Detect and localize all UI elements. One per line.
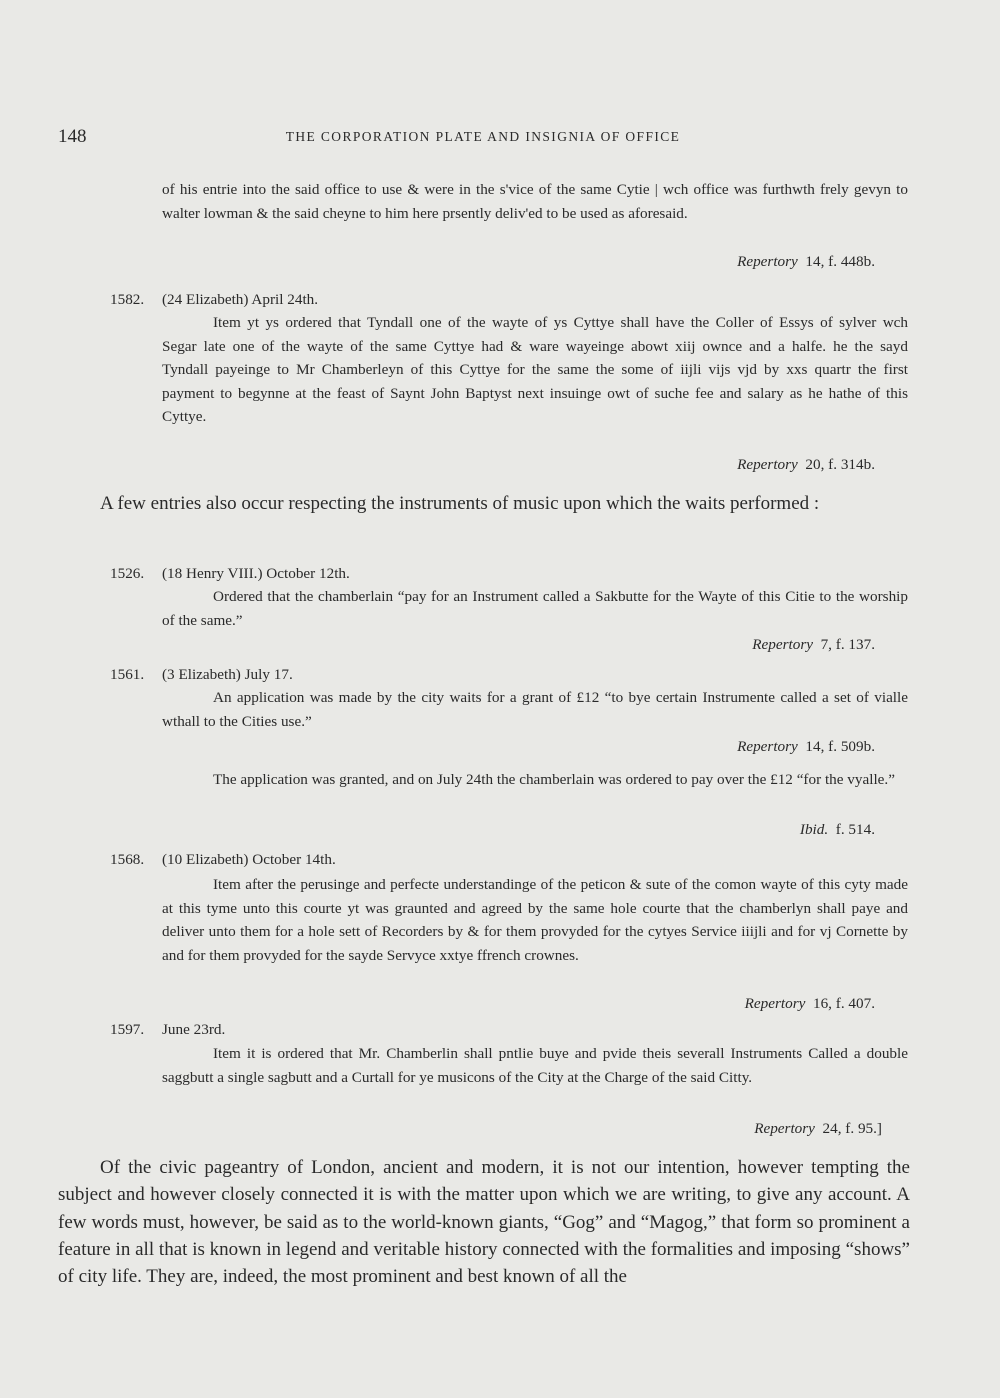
entry-1597-reference [600,1117,882,1141]
entry-date: 1568. [110,851,145,868]
entry-text: Item after the perusinge and perfecte understandinge of the peticon & sute of the comon wayte of this cyty made at this tyme unto this courte yt was graunted and agreed by the same hole courte that the chamberlyn shall paye and deliver unto them for a hole sett of Recorders by & for them provyded for the cytyes Service iiijli and for vj Cornette by and for them provyded for the sayde Servyce xxtye ffrench crownes. [162,876,908,964]
entry-text: Item yt ys ordered that Tyndall one of the wayte of ys Cyttye shall have the Coller of Essys of sylver wch Segar late one of the wayte of the same Cyttye had & ware wayeinge abowt xiij ownce and a halfe. he the sayd Tyndall payeinge to Mr Chamberleyn of this Cyttye for the same the some of iijli vijs vjd by xxs quartr the first payment to begynne at the feast of Saynt John Baptyst next insuinge owt of suche fee and salary as he hathe of this Cyttye. [162,314,908,425]
entry-date: 1561. [110,666,145,683]
entry-text: Item it is ordered that Mr. Chamberlin shall pntlie buye and pvide theis severall Instruments Called a double saggbutt a single sagbutt and a Curtall for ye musicons of the City at the Charge of the said Citty. [162,1045,908,1086]
entry-1582-reference [600,453,875,477]
closing-paragraph [58,1154,910,1290]
continuation-entry [162,178,908,225]
entry-1568 [162,873,908,967]
entry-1597-dateline [110,1018,225,1042]
entry-1582-dateline [110,288,318,312]
entry-1597 [162,1042,908,1089]
reference-location: f. 514. [835,821,875,838]
reference-title: Repertory [737,738,798,755]
continuation-text: of his entrie into the said office to use & were in the s'vice of the same Cytie | wch office was furthwth frely gevyn to walter lowman & the said cheyne to him here prsently deliv'ed to be used as aforesaid. [162,181,908,222]
entry-heading: June 23rd. [162,1021,226,1038]
entry-1526-dateline [110,562,350,586]
reference-title: Repertory [737,456,798,473]
entry-1568-dateline [110,848,336,872]
entry-1561-reference [600,735,875,759]
entry-date: 1597. [110,1021,145,1038]
reference-title: Ibid. [799,821,829,838]
reference-location: 14, f. 509b. [805,738,875,755]
entry-heading: (24 Elizabeth) April 24th. [162,291,319,308]
entry-text: An application was made by the city waits for a grant of £12 “to bye certain Instrumente called a set of vialle wthall to the Cities use.” [162,689,908,730]
intro-paragraph [58,490,910,517]
reference-location: 20, f. 314b. [805,456,875,473]
entry-1582 [162,311,908,429]
reference-title: Repertory [744,995,806,1012]
reference-title: Repertory [754,1120,815,1137]
reference-title: Repertory [737,253,798,270]
entry-heading: (3 Elizabeth) July 17. [162,666,293,683]
entry-1561-followup [162,768,908,792]
entry-1561 [162,686,908,733]
reference-location: 24, f. 95.] [822,1120,882,1137]
continuation-reference [600,250,875,274]
entry-1526 [162,585,908,632]
page-header [58,126,908,148]
entry-date: 1582. [110,291,145,308]
closing-text: Of the civic pageantry of London, ancient and modern, it is not our intention, however tempting the subject and however closely connected it is with the matter upon which we are writing, to give any account. A few words must, however, be said as to the world-known giants, “Gog” and “Magog,” that form so prominent a feature in all that is known in legend and veritable history connected with the formalities and imposing “shows” of city life. They are, indeed, the most prominent and best known of all the [58,1157,910,1288]
entry-1526-reference [600,633,875,657]
page-number: 148 [58,126,87,147]
running-title: THE CORPORATION PLATE AND INSIGNIA OF OFFICE [285,129,681,144]
entry-heading: (10 Elizabeth) October 14th. [162,851,336,868]
reference-location: 16, f. 407. [812,995,875,1012]
entry-1561-ibid-reference [600,818,875,842]
entry-text: Ordered that the chamberlain “pay for an Instrument called a Sakbutte for the Wayte of this Citie to the worship of the same.” [162,588,908,629]
intro-text: A few entries also occur respecting the instruments of music upon which the waits performed : [100,493,820,514]
entry-heading: (18 Henry VIII.) October 12th. [162,565,350,582]
entry-date: 1526. [110,565,145,582]
entry-text: The application was granted, and on July 24th the chamberlain was ordered to pay over the £12 “for the vyalle.” [213,771,895,788]
reference-title: Repertory [752,636,813,653]
entry-1568-reference [600,992,875,1016]
reference-location: 14, f. 448b. [805,253,875,270]
reference-location: 7, f. 137. [820,636,875,653]
entry-1561-dateline [110,663,293,687]
